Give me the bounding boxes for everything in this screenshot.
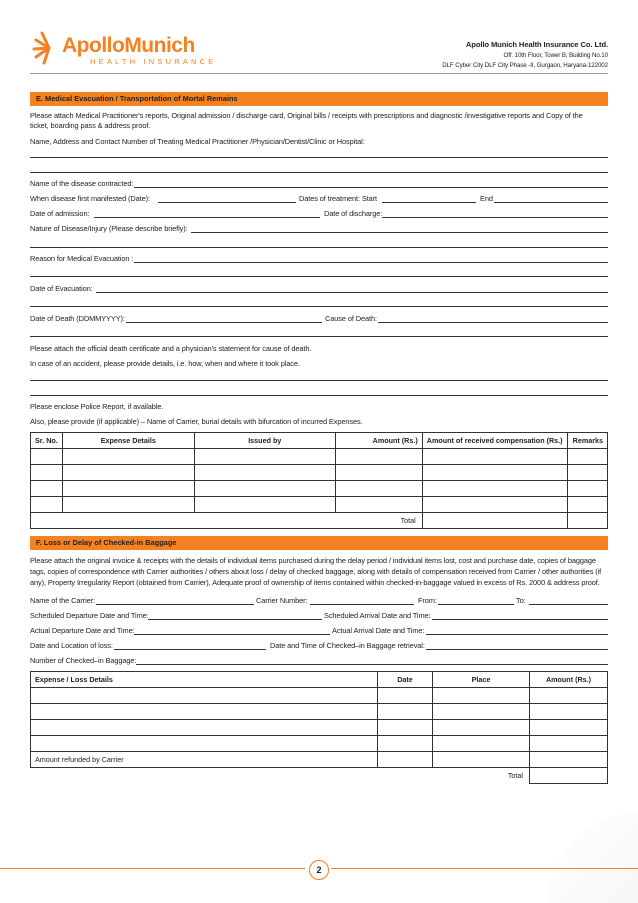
- loss-date-label: Date and Location of loss:: [30, 641, 113, 650]
- accident-label: In case of an accident, please provide details, i.e. how, when and where it took place.: [30, 359, 300, 368]
- carrier-name-label: Name of the Carrier:: [30, 596, 95, 605]
- company-address-2: DLF Cyber City DLF City Phase -II, Gurgaon, Haryana-122002: [442, 62, 608, 69]
- num-baggage-label: Number of Checked–in Baggage:: [30, 656, 137, 665]
- sched-departure-label: Scheduled Departure Date and Time:: [30, 611, 149, 620]
- reason-label: Reason for Medical Evacuation :: [30, 254, 134, 263]
- treatment-start-label: Dates of treatment: Start: [299, 194, 378, 203]
- disease-field[interactable]: [134, 187, 608, 188]
- table-row[interactable]: [31, 465, 608, 481]
- company-address-1: Off. 10th Floor, Tower B, Building No.10: [503, 52, 608, 59]
- reason-field-1[interactable]: [134, 262, 608, 263]
- retrieval-field[interactable]: [426, 649, 608, 650]
- table-row[interactable]: [31, 688, 608, 704]
- company-name: Apollo Munich Health Insurance Co. Ltd.: [465, 40, 608, 49]
- to-field[interactable]: [529, 604, 608, 605]
- table-row[interactable]: [31, 736, 608, 752]
- from-label: From:: [418, 596, 437, 605]
- col-amount: Amount (Rs.): [530, 672, 608, 688]
- accident-field-1[interactable]: [30, 380, 608, 381]
- treatment-start-field[interactable]: [382, 202, 476, 203]
- discharge-label: Date of discharge:: [324, 209, 383, 218]
- num-baggage-field[interactable]: [136, 664, 608, 665]
- table-row[interactable]: [31, 481, 608, 497]
- carrier-number-label: Carrier Number:: [256, 596, 308, 605]
- header-divider: [30, 73, 608, 74]
- cause-of-death-field[interactable]: [378, 322, 608, 323]
- col-place: Place: [433, 672, 530, 688]
- first-manifested-field[interactable]: [158, 202, 296, 203]
- nature-label: Nature of Disease/Injury (Please describe briefly):: [30, 224, 188, 233]
- practitioner-field-1[interactable]: [30, 157, 608, 158]
- col-amount: Amount (Rs.): [335, 433, 422, 449]
- total-row: [31, 768, 608, 784]
- discharge-field[interactable]: [382, 217, 608, 218]
- table-row[interactable]: [31, 704, 608, 720]
- carrier-name-field[interactable]: [96, 604, 254, 605]
- evacuation-date-field-1[interactable]: [96, 292, 608, 293]
- death-date-field[interactable]: [126, 322, 322, 323]
- col-expense-details: Expense Details: [62, 433, 194, 449]
- table-row[interactable]: [31, 449, 608, 465]
- actual-departure-field[interactable]: [134, 634, 330, 635]
- baggage-expense-table: [30, 671, 608, 784]
- evacuation-date-field-2[interactable]: [30, 306, 608, 307]
- col-compensation: Amount of received compensation (Rs.): [422, 433, 567, 449]
- death-date-label: Date of Death (DDMMYYYY):: [30, 314, 125, 323]
- total-remarks-cell[interactable]: [567, 513, 607, 529]
- section-f-intro-3: any), Property Irregularity Report (obtained from Carrier), Adequate proof of ownership of items contained within checked-in-baggage valued in excess of Rs. 2000 & address proof.: [30, 578, 600, 587]
- death-cert-note: Please attach the official death certificate and a physician's statement for cause of death.: [30, 344, 312, 353]
- refund-row: [31, 752, 608, 768]
- section-e-intro-2: ticket, boarding pass & address proof.: [30, 121, 151, 130]
- expense-table: [30, 432, 608, 529]
- actual-arrival-label: Actual Arrival Date and Time:: [332, 626, 425, 635]
- table-row[interactable]: [31, 720, 608, 736]
- footer-line-right: [331, 868, 638, 869]
- nature-field-1[interactable]: [191, 232, 608, 233]
- section-f-header: F. Loss or Delay of Checked-in Baggage: [30, 536, 608, 550]
- sched-arrival-label: Scheduled Arrival Date and Time:: [324, 611, 431, 620]
- practitioner-field-2[interactable]: [30, 172, 608, 173]
- nature-field-2[interactable]: [30, 247, 608, 248]
- col-date: Date: [378, 672, 433, 688]
- practitioner-label: Name, Address and Contact Number of Treating Medical Practitioner /Physician/Dentist/Clinic or Hospital:: [30, 137, 365, 146]
- total-amount-cell[interactable]: [530, 768, 608, 784]
- footer-line-left: [0, 868, 305, 869]
- col-remarks: Remarks: [567, 433, 607, 449]
- refund-label: Amount refunded by Carrier: [31, 752, 378, 768]
- total-label: Total: [31, 513, 423, 529]
- sched-departure-field[interactable]: [148, 619, 322, 620]
- accident-field-2[interactable]: [30, 395, 608, 396]
- carrier-number-field[interactable]: [310, 604, 414, 605]
- section-f-intro-1: Please attach the original invoice & receipts with the details of individual items purchased during the delay period / individual items lost, cost and purchase date, copies of baggage: [30, 556, 596, 565]
- col-issued-by: Issued by: [194, 433, 335, 449]
- section-e-header: E. Medical Evacuation / Transportation of Mortal Remains: [30, 92, 608, 106]
- loss-date-field[interactable]: [114, 649, 266, 650]
- table-header-row: [31, 433, 608, 449]
- cause-of-death-field-2[interactable]: [30, 336, 608, 337]
- carrier-note: Also, please provide (if applicable) – Name of Carrier, burial details with bifurcation of incurred Expenses.: [30, 417, 363, 426]
- table-header-row: [31, 672, 608, 688]
- total-row: [31, 513, 608, 529]
- treatment-end-label: End: [480, 194, 493, 203]
- treatment-end-field[interactable]: [494, 202, 608, 203]
- admission-label: Date of admission:: [30, 209, 90, 218]
- evacuation-date-label: Date of Evacuation:: [30, 284, 93, 293]
- police-note: Please enclose Police Report, if available.: [30, 402, 164, 411]
- col-expense-loss-details: Expense / Loss Details: [31, 672, 378, 688]
- page-number: 2: [309, 860, 329, 880]
- admission-field[interactable]: [94, 217, 320, 218]
- reason-field-2[interactable]: [30, 276, 608, 277]
- sched-arrival-field[interactable]: [432, 619, 608, 620]
- sun-icon: [32, 30, 66, 66]
- total-compensation-cell[interactable]: [422, 513, 567, 529]
- cause-of-death-label: Cause of Death:: [325, 314, 377, 323]
- actual-arrival-field[interactable]: [426, 634, 608, 635]
- decorative-corner: [548, 813, 638, 903]
- section-f-intro-2: tags, copies of correspondence with Carrier authorities / others about loss / delay of checked baggage, along with details of compensation received from Carrier / other authorities (if: [30, 567, 602, 576]
- retrieval-label: Date and Time of Checked–in Baggage retrieval:: [270, 641, 425, 650]
- disease-label: Name of the disease contracted:: [30, 179, 134, 188]
- section-e-intro-1: Please attach Medical Practitioner's reports, Original admission / discharge card, Original bills / receipts with prescriptions and diagnostic /investigative reports and Copy of the: [30, 111, 583, 120]
- logo-text: ApolloMunich: [62, 34, 195, 57]
- actual-departure-label: Actual Departure Date and Time:: [30, 626, 135, 635]
- total-label: Total: [31, 768, 530, 784]
- table-row[interactable]: [31, 497, 608, 513]
- from-field[interactable]: [438, 604, 514, 605]
- to-label: To:: [516, 596, 526, 605]
- refund-amount-cell[interactable]: [530, 752, 608, 768]
- first-manifested-label: When disease first manifested (Date):: [30, 194, 150, 203]
- col-sr-no: Sr. No.: [31, 433, 63, 449]
- logo-subtitle: HEALTH INSURANCE: [90, 57, 217, 66]
